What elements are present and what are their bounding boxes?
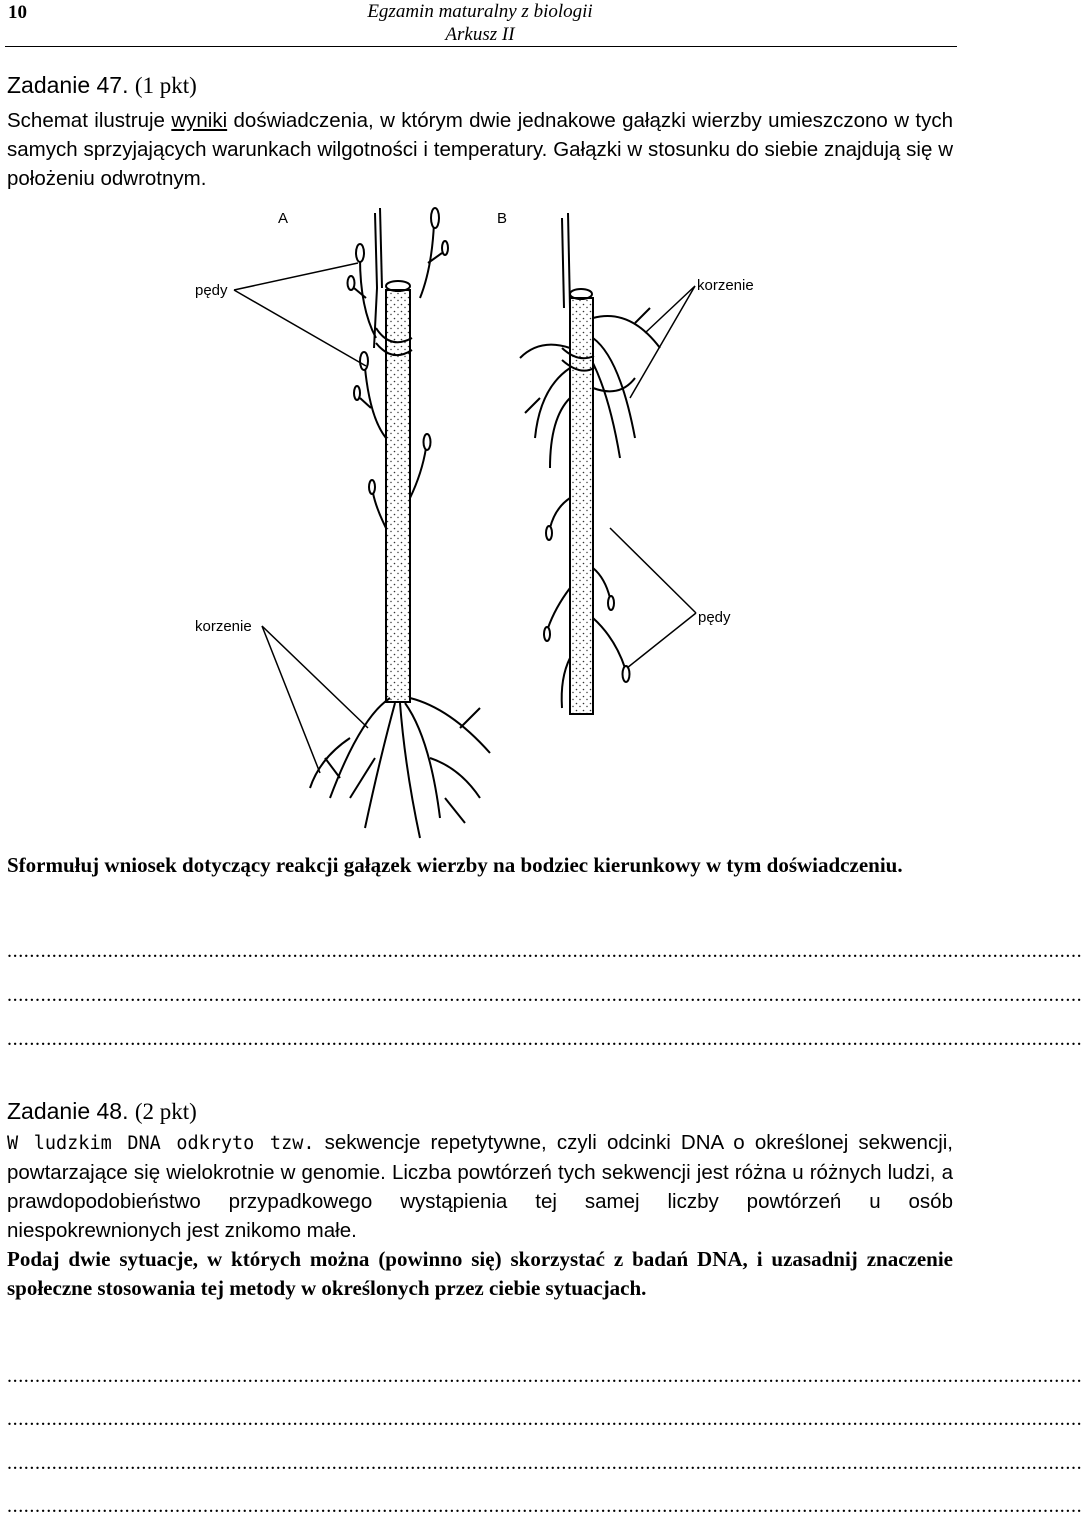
a-bottom-pointer-2 (262, 626, 368, 728)
task-48-number: Zadanie 48. (7, 1098, 129, 1124)
task-48-intro-rest: sekwencje repetytywne, czyli odcinki DNA o określonej sekwencji, powtarzające się wielokrotnie w genomie. Liczba powtórzeń tych sekwencji jest różna u różnych ludzi, a prawdopodobieństwo przypadkowego wystąpienia tej samej liczby powtórzeń u osób niespokrewnionych jest znikomo małe. (7, 1131, 953, 1242)
task-47-intro-text: Schemat ilustruje (7, 109, 172, 132)
a-bottom-label: korzenie (195, 618, 252, 635)
b-bottom-pointer (610, 528, 696, 613)
task-47-title (7, 72, 197, 99)
task-47-intro-underlined: wyniki (171, 109, 228, 132)
task-48-intro (7, 1128, 953, 1245)
running-title-line1: Egzamin maturalny z biologii (367, 1, 593, 22)
task-47-intro (7, 106, 953, 193)
task-48-intro-start: W ludzkim DNA odkryto tzw. (7, 1133, 315, 1154)
twig-a (310, 208, 490, 838)
willow-twigs-figure (190, 198, 790, 840)
b-top-label: korzenie (697, 277, 754, 294)
a-top-pointer-2 (234, 290, 366, 366)
task-47-instruction: Sformułuj wniosek dotyczący reakcji gałązek wierzby na bodziec kierunkowy w tym doświadczeniu. (7, 853, 903, 877)
page-number: 10 (8, 2, 27, 23)
answer-line[interactable]: ................................................................................................................................................................................................ (7, 1452, 1082, 1474)
page-header (0, 0, 960, 48)
b-bottom-pointer-2 (627, 613, 696, 668)
a-bottom-pointer (262, 626, 320, 773)
answer-line[interactable]: ................................................................................................................................................................................................ (7, 940, 1082, 962)
running-title-line2: Arkusz II (445, 24, 515, 45)
twig-b (520, 213, 660, 714)
task-47-intro-text-2: doświadczenia, w którym dwie jednakowe gałązki wierzby umieszczono w tych samych sprzyjających warunkach wilgotności i temperatury. Gałązki w stosunku do siebie znajdują się w położeniu odwrotnym. (7, 109, 953, 190)
a-roots (310, 698, 490, 838)
b-top-pointer (645, 286, 695, 333)
a-top-pointer (234, 263, 358, 290)
b-bottom-label: pędy (698, 609, 731, 626)
task-48-points: (2 pkt) (134, 1099, 197, 1124)
answer-line[interactable]: ................................................................................................................................................................................................ (7, 1365, 1082, 1387)
a-top-label: pędy (195, 282, 228, 299)
answer-line[interactable]: ................................................................................................................................................................................................ (7, 1408, 1082, 1430)
answer-line[interactable]: ................................................................................................................................................................................................ (7, 984, 1082, 1006)
task-47-number: Zadanie 47. (7, 72, 129, 98)
label-a: A (278, 210, 289, 227)
figure-drawing (190, 198, 790, 840)
header-divider (5, 46, 957, 47)
label-b: B (497, 210, 508, 227)
answer-line[interactable]: ................................................................................................................................................................................................ (7, 1495, 1082, 1517)
task-48-title (7, 1098, 197, 1125)
running-title (0, 0, 960, 46)
b-top-pointer-2 (630, 286, 695, 398)
task-48-instruction: Podaj dwie sytuacje, w których można (powinno się) skorzystać z badań DNA, i uzasadnij znaczenie społeczne stosowania tej metody w określonych przez ciebie sytuacjach. (7, 1247, 953, 1300)
task-47-points: (1 pkt) (134, 73, 197, 98)
answer-line[interactable]: ................................................................................................................................................................................................ (7, 1028, 1082, 1050)
